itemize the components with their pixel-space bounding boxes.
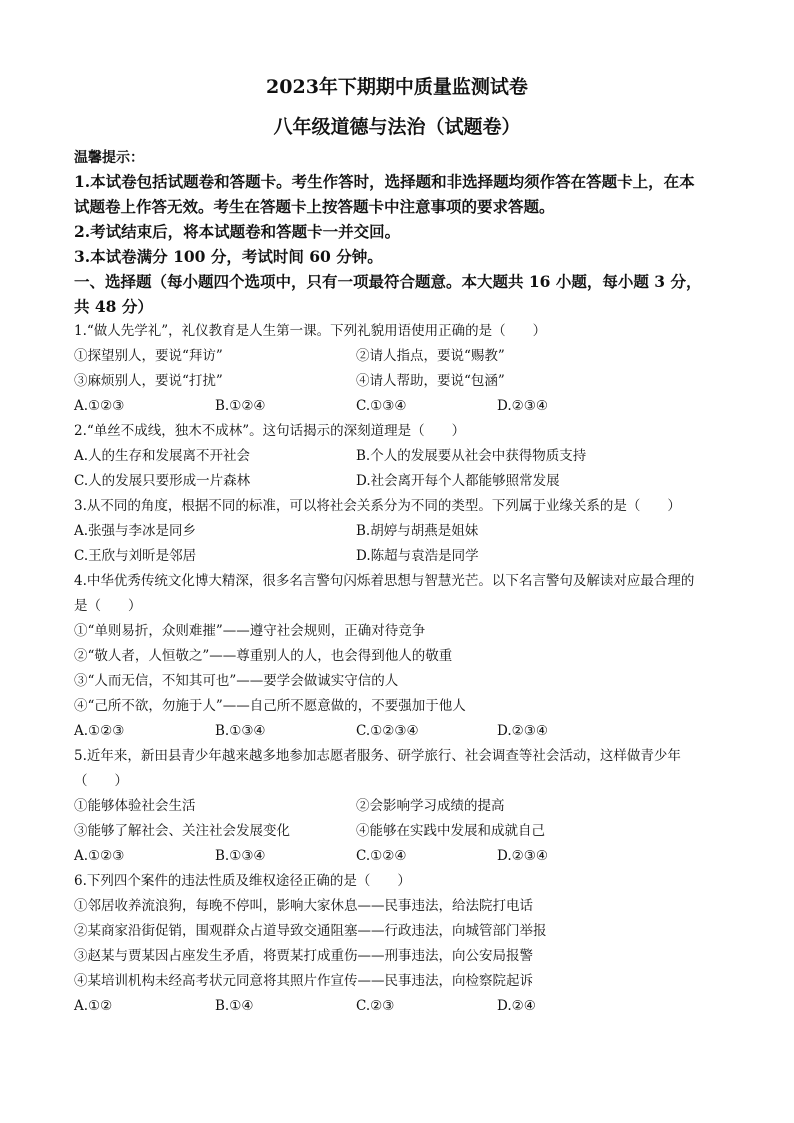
question-4-statement-4: ④“己所不欲，勿施于人”——自己所不愿意做的，不要强加于他人 [74, 698, 466, 714]
question-4-statement-3: ③“人而无信，不知其可也”——要学会做诚实守信的人 [74, 673, 399, 689]
statement: ④请人帮助，要说“包涵” [356, 373, 505, 389]
question-3-options-row-1 [74, 521, 734, 541]
option-a: A.①② [74, 998, 113, 1014]
statement: ②请人指点，要说“赐教” [356, 348, 505, 364]
option-d: D.②③④ [497, 398, 548, 414]
option-b: B.①③④ [215, 723, 266, 739]
option-d: D.②③④ [497, 848, 548, 864]
question-4-options [74, 721, 734, 741]
option-c: C.①②③④ [356, 723, 419, 739]
option-b: B.个人的发展要从社会中获得物质支持 [356, 448, 587, 464]
option-b: B.①④ [215, 998, 254, 1014]
statement: ③麻烦别人，要说“打扰” [74, 373, 223, 389]
question-5-statements-row-1 [74, 796, 734, 816]
option-b: B.①③④ [215, 848, 266, 864]
question-5-stem-line-1: 5.近年来，新田县青少年越来越多地参加志愿者服务、研学旅行、社会调查等社会活动，这样做青少年 [74, 748, 681, 764]
option-b: B.胡婷与胡燕是姐妹 [356, 523, 479, 539]
question-5-stem-line-2: （ ） [74, 773, 128, 789]
option-c: C.人的发展只要形成一片森林 [74, 473, 251, 489]
statement: ③能够了解社会、关注社会发展变化 [74, 823, 290, 839]
option-c: C.①②④ [356, 848, 407, 864]
notice-heading: 温馨提示： [74, 150, 144, 166]
question-2-options-row-2 [74, 471, 734, 491]
question-4-statement-1: ①“单则易折，众则难摧”——遵守社会规则，正确对待竞争 [74, 623, 426, 639]
option-c: C.②③ [356, 998, 395, 1014]
question-5-statements-row-2 [74, 821, 734, 841]
question-4-stem-line-2: 是（ ） [74, 598, 142, 614]
option-d: D.陈超与袁浩是同学 [356, 548, 479, 564]
statement: ④能够在实践中发展和成就自己 [356, 823, 545, 839]
question-6-statement-1: ①邻居收养流浪狗，每晚不停叫，影响大家休息——民事违法，给法院打电话 [74, 898, 533, 914]
notice-item-1-line-1: 1.本试卷包括试题卷和答题卡。考生作答时，选择题和非选择题均须作答在答题卡上，在本 [74, 172, 695, 191]
statement: ①能够体验社会生活 [74, 798, 196, 814]
question-4-statement-2: ②“敬人者，人恒敬之”——尊重别人的人，也会得到他人的敬重 [74, 648, 453, 664]
question-2-stem: 2.“单丝不成线，独木不成林”。这句话揭示的深刻道理是（ ） [74, 423, 466, 439]
option-a: A.①②③ [74, 848, 125, 864]
question-2-options-row-1 [74, 446, 734, 466]
question-4-stem-line-1: 4.中华优秀传统文化博大精深，很多名言警句闪烁着思想与智慧光芒。以下名言警句及解读对应最合理的 [74, 573, 695, 589]
exam-subtitle: 八年级道德与法治（试题卷） [273, 116, 521, 138]
question-1-statements-row-2 [74, 371, 734, 391]
notice-item-1-line-2: 试题卷上作答无效。考生在答题卡上按答题卡中注意事项的要求答题。 [74, 197, 555, 216]
question-6-statement-4: ④某培训机构未经高考状元同意将其照片作宣传——民事违法，向检察院起诉 [74, 973, 533, 989]
statement: ①探望别人，要说“拜访” [74, 348, 223, 364]
question-1-options [74, 396, 734, 416]
section-heading-line-2: 共 48 分） [74, 297, 153, 316]
option-d: D.②④ [497, 998, 536, 1014]
option-c: C.王欣与刘昕是邻居 [74, 548, 197, 564]
option-d: D.②③④ [497, 723, 548, 739]
question-3-options-row-2 [74, 546, 734, 566]
notice-item-2: 2.考试结束后，将本试题卷和答题卡一并交回。 [74, 222, 401, 241]
question-1-stem: 1.“做人先学礼”，礼仪教育是人生第一课。下列礼貌用语使用正确的是（ ） [74, 323, 547, 339]
statement: ②会影响学习成绩的提高 [356, 798, 505, 814]
question-6-options [74, 996, 734, 1016]
question-6-stem: 6.下列四个案件的违法性质及维权途径正确的是（ ） [74, 873, 411, 889]
notice-item-3: 3.本试卷满分 100 分，考试时间 60 分钟。 [74, 247, 383, 266]
exam-title: 2023年下期期中质量监测试卷 [266, 76, 528, 98]
option-a: A.张强与李冰是同乡 [74, 523, 197, 539]
question-3-stem: 3.从不同的角度，根据不同的标准，可以将社会关系分为不同的类型。下列属于业缘关系的是（ ） [74, 498, 681, 514]
question-5-options [74, 846, 734, 866]
option-a: A.①②③ [74, 398, 125, 414]
option-a: A.人的生存和发展离不开社会 [74, 448, 251, 464]
option-a: A.①②③ [74, 723, 125, 739]
section-heading-line-1: 一、选择题（每小题四个选项中，只有一项最符合题意。本大题共 16 小题，每小题 3 分， [74, 272, 702, 291]
option-d: D.社会离开每个人都能够照常发展 [356, 473, 560, 489]
question-1-statements-row-1 [74, 346, 734, 366]
option-c: C.①③④ [356, 398, 407, 414]
question-6-statement-3: ③赵某与贾某因占座发生矛盾，将贾某打成重伤——刑事违法，向公安局报警 [74, 948, 533, 964]
option-b: B.①②④ [215, 398, 266, 414]
question-6-statement-2: ②某商家沿街促销，围观群众占道导致交通阻塞——行政违法，向城管部门举报 [74, 923, 547, 939]
